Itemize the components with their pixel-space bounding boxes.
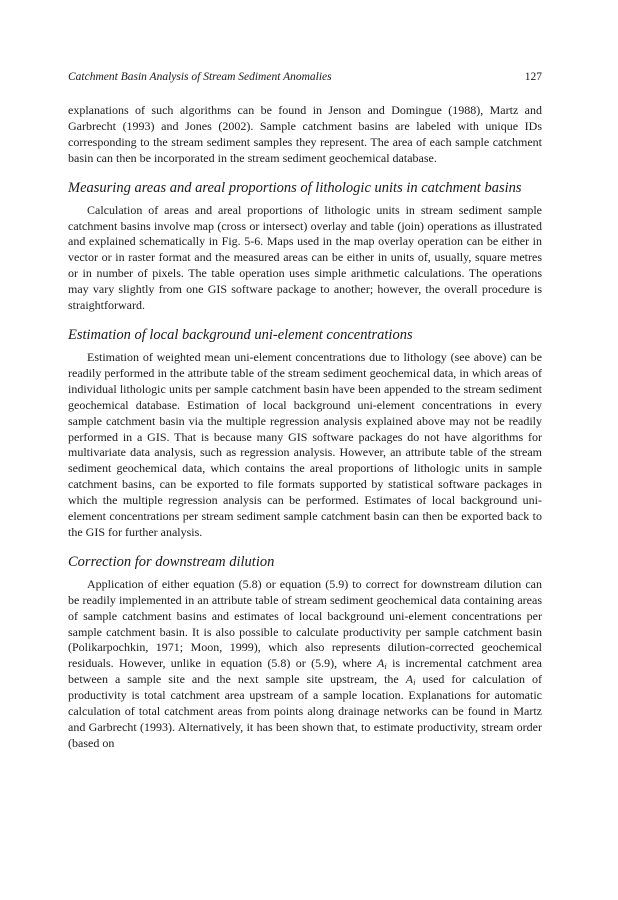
section-heading-areas: Measuring areas and areal proportions of lithologic units in catchment basins [68, 179, 522, 196]
page [68, 70, 542, 752]
dilution-text-part-1: Application of either equation (5.8) or equation (5.9) to correct for downstream dilution can be readily implemented in an attribute table of stream sediment geochemical data containing areas of sample catchment basins and estimates of local background uni-element concentrations per sample catchment basin. It is also possible to calculate productivity per sample catchment basin (Polikarpochkin, 1971; Moon, 1999), which also represents dilution-corrected geochemical residuals. However, unlike in equation (5.8) or (5.9), where [68, 576, 542, 671]
dilution-text-part-2: is incremental catchment area between a sample site and the next sample site upstream, the [68, 656, 542, 687]
background-paragraph: Estimation of weighted mean uni-element concentrations due to lithology (see above) can be readily performed in the attribute table of the stream sediment geochemical data, in which areas of individual lithologic units per sample catchment basin have been appended to the stream sediment geochemical database. Estimation of local background uni-element concentrations in every sample catchment basin via the multiple regression analysis explained above may not be readily performed in a GIS. That is because many GIS software packages do not have algorithms for multivariate data analysis, such as regression analysis. However, an attribute table of the stream sediment geochemical data, which contains the areal proportions of lithologic units in sample catchment basins, can be exported to file formats supported by statistical software packages in which the multiple regression analysis can be performed. Estimates of local background uni-element concentrations per stream sediment sample catchment basin can then be exported back to the GIS for further analysis. [68, 349, 542, 539]
section-heading-background: Estimation of local background uni-element concentrations [68, 326, 413, 343]
areas-paragraph: Calculation of areas and areal proportions of lithologic units in stream sediment sample catchment basins involve map (cross or intersect) overlay and table (join) operations as illustrated and explained schematically in Fig. 5-6. Maps used in the map overlay operation can be either in vector or in raster format and the measured areas can be either in units of, usually, square metres or in number of pixels. The table operation uses simple arithmetic calculations. The operations may vary slightly from one GIS software package to another; however, the overall procedure is straightforward. [68, 202, 542, 313]
section-heading-dilution: Correction for downstream dilution [68, 553, 275, 570]
intro-paragraph: explanations of such algorithms can be found in Jenson and Domingue (1988), Martz and Garbrecht (1993) and Jones (2002). Sample catchment basins are labeled with unique IDs corresponding to the stream sediment samples they represent. The area of each sample catchment basin can then be incorporated in the stream sediment geochemical database. [68, 103, 542, 165]
symbol-a-second: $A_i$ [405, 672, 416, 688]
running-title: Catchment Basin Analysis of Stream Sediment Anomalies [68, 71, 332, 83]
running-header [68, 70, 542, 84]
page-number: 127 [524, 71, 542, 83]
symbol-a-first: $A_i$ [377, 656, 387, 672]
dilution-text-part-3: used for calculation of productivity is total catchment area upstream of a sample location. Explanations for automatic calculation of total catchment areas from points along drainage networks can be found in Martz and Garbrecht (1993). Alternatively, it has been shown that, to estimate productivity, stream order (based on [68, 672, 543, 750]
dilution-paragraph [68, 577, 542, 752]
